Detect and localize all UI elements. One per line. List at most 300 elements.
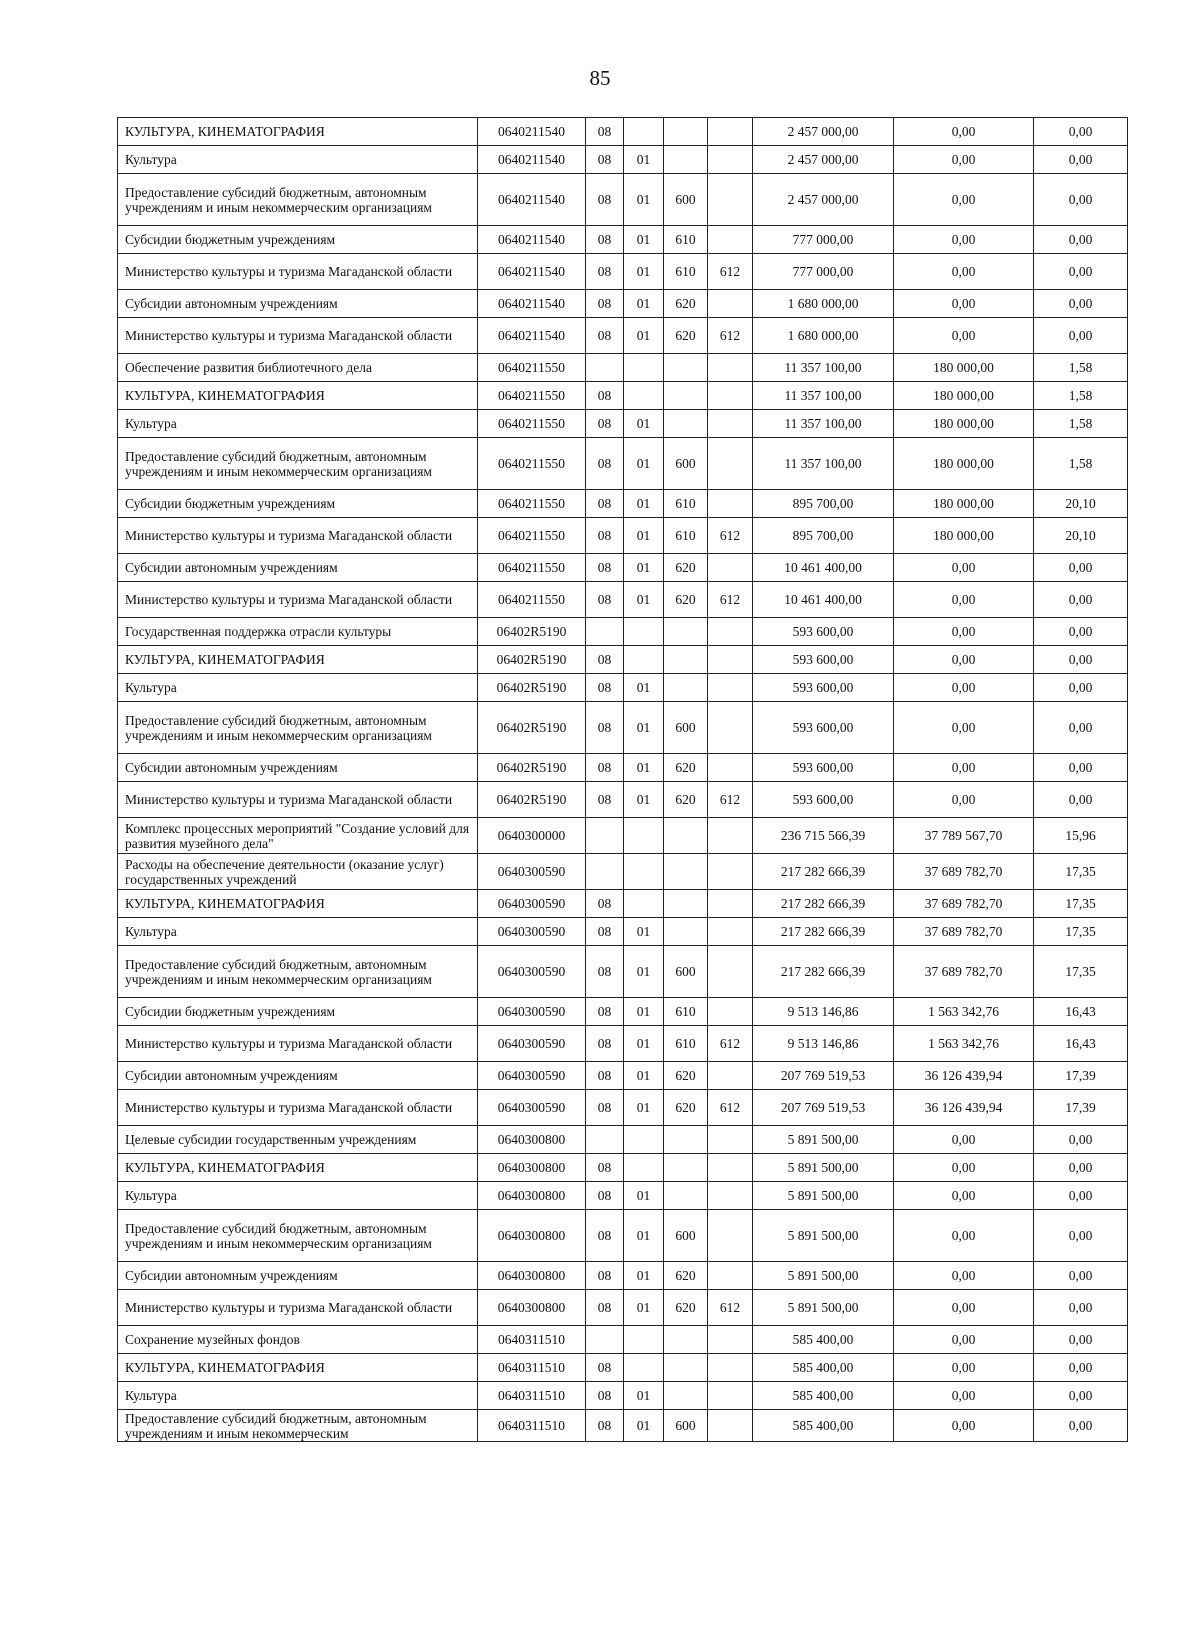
vr-code xyxy=(664,890,708,918)
vr-code: 620 xyxy=(664,1090,708,1126)
subsection-code: 01 xyxy=(624,410,664,438)
subsection-code: 01 xyxy=(624,998,664,1026)
section-code: 08 xyxy=(586,118,624,146)
plan-amount: 585 400,00 xyxy=(753,1354,894,1382)
table-row xyxy=(118,1326,1128,1354)
kcsr-code: 06402R5190 xyxy=(478,754,586,782)
executed-amount: 0,00 xyxy=(894,582,1034,618)
grbs-code xyxy=(708,118,753,146)
percent-executed: 17,35 xyxy=(1034,946,1128,998)
subsection-code: 01 xyxy=(624,318,664,354)
row-name: Культура xyxy=(118,1382,478,1410)
percent-executed: 0,00 xyxy=(1034,318,1128,354)
plan-amount: 777 000,00 xyxy=(753,226,894,254)
executed-amount: 180 000,00 xyxy=(894,518,1034,554)
executed-amount: 0,00 xyxy=(894,254,1034,290)
vr-code: 620 xyxy=(664,1290,708,1326)
section-code: 08 xyxy=(586,226,624,254)
section-code: 08 xyxy=(586,554,624,582)
percent-executed: 1,58 xyxy=(1034,410,1128,438)
subsection-code xyxy=(624,354,664,382)
plan-amount: 5 891 500,00 xyxy=(753,1290,894,1326)
section-code: 08 xyxy=(586,782,624,818)
plan-amount: 217 282 666,39 xyxy=(753,946,894,998)
executed-amount: 0,00 xyxy=(894,1290,1034,1326)
percent-executed: 0,00 xyxy=(1034,782,1128,818)
executed-amount: 180 000,00 xyxy=(894,354,1034,382)
vr-code: 620 xyxy=(664,1062,708,1090)
executed-amount: 37 689 782,70 xyxy=(894,918,1034,946)
plan-amount: 207 769 519,53 xyxy=(753,1090,894,1126)
vr-code xyxy=(664,854,708,890)
vr-code xyxy=(664,354,708,382)
plan-amount: 593 600,00 xyxy=(753,646,894,674)
row-name: Расходы на обеспечение деятельности (оказание услуг) государственных учреждений xyxy=(118,854,478,890)
plan-amount: 1 680 000,00 xyxy=(753,318,894,354)
percent-executed: 20,10 xyxy=(1034,518,1128,554)
grbs-code xyxy=(708,918,753,946)
table-row xyxy=(118,382,1128,410)
grbs-code xyxy=(708,438,753,490)
percent-executed: 0,00 xyxy=(1034,1382,1128,1410)
grbs-code xyxy=(708,1354,753,1382)
grbs-code xyxy=(708,1410,753,1442)
section-code: 08 xyxy=(586,1290,624,1326)
executed-amount: 0,00 xyxy=(894,754,1034,782)
plan-amount: 585 400,00 xyxy=(753,1326,894,1354)
kcsr-code: 0640300590 xyxy=(478,998,586,1026)
section-code: 08 xyxy=(586,438,624,490)
section-code: 08 xyxy=(586,1262,624,1290)
grbs-code xyxy=(708,1382,753,1410)
percent-executed: 17,35 xyxy=(1034,918,1128,946)
percent-executed: 17,35 xyxy=(1034,890,1128,918)
subsection-code xyxy=(624,1126,664,1154)
percent-executed: 17,39 xyxy=(1034,1062,1128,1090)
vr-code: 600 xyxy=(664,702,708,754)
grbs-code xyxy=(708,290,753,318)
kcsr-code: 0640211540 xyxy=(478,318,586,354)
page-number: 85 xyxy=(589,66,611,90)
row-name: Субсидии бюджетным учреждениям xyxy=(118,490,478,518)
row-name: Целевые субсидии государственным учреждениям xyxy=(118,1126,478,1154)
subsection-code: 01 xyxy=(624,146,664,174)
section-code: 08 xyxy=(586,382,624,410)
grbs-code xyxy=(708,1062,753,1090)
plan-amount: 593 600,00 xyxy=(753,754,894,782)
subsection-code xyxy=(624,1326,664,1354)
section-code: 08 xyxy=(586,490,624,518)
executed-amount: 0,00 xyxy=(894,1326,1034,1354)
kcsr-code: 06402R5190 xyxy=(478,702,586,754)
executed-amount: 0,00 xyxy=(894,1382,1034,1410)
grbs-code xyxy=(708,754,753,782)
table-row xyxy=(118,1382,1128,1410)
vr-code: 620 xyxy=(664,782,708,818)
plan-amount: 5 891 500,00 xyxy=(753,1182,894,1210)
executed-amount: 0,00 xyxy=(894,1410,1034,1442)
table-row xyxy=(118,1210,1128,1262)
grbs-code xyxy=(708,946,753,998)
grbs-code xyxy=(708,354,753,382)
plan-amount: 5 891 500,00 xyxy=(753,1126,894,1154)
grbs-code: 612 xyxy=(708,518,753,554)
subsection-code: 01 xyxy=(624,1090,664,1126)
percent-executed: 0,00 xyxy=(1034,290,1128,318)
row-name: Министерство культуры и туризма Магаданской области xyxy=(118,1026,478,1062)
row-name: Культура xyxy=(118,146,478,174)
table-row xyxy=(118,618,1128,646)
grbs-code xyxy=(708,1182,753,1210)
kcsr-code: 0640211540 xyxy=(478,254,586,290)
executed-amount: 180 000,00 xyxy=(894,490,1034,518)
subsection-code: 01 xyxy=(624,554,664,582)
vr-code xyxy=(664,1154,708,1182)
section-code: 08 xyxy=(586,754,624,782)
subsection-code xyxy=(624,1154,664,1182)
vr-code xyxy=(664,1382,708,1410)
subsection-code xyxy=(624,1354,664,1382)
executed-amount: 0,00 xyxy=(894,674,1034,702)
plan-amount: 2 457 000,00 xyxy=(753,146,894,174)
section-code: 08 xyxy=(586,290,624,318)
executed-amount: 0,00 xyxy=(894,318,1034,354)
executed-amount: 180 000,00 xyxy=(894,438,1034,490)
grbs-code xyxy=(708,674,753,702)
grbs-code xyxy=(708,618,753,646)
section-code xyxy=(586,818,624,854)
grbs-code xyxy=(708,490,753,518)
table-row xyxy=(118,518,1128,554)
executed-amount: 0,00 xyxy=(894,782,1034,818)
vr-code xyxy=(664,618,708,646)
kcsr-code: 0640211550 xyxy=(478,410,586,438)
plan-amount: 217 282 666,39 xyxy=(753,890,894,918)
table-row xyxy=(118,854,1128,890)
vr-code: 600 xyxy=(664,1410,708,1442)
kcsr-code: 0640300800 xyxy=(478,1290,586,1326)
grbs-code xyxy=(708,554,753,582)
vr-code xyxy=(664,146,708,174)
subsection-code xyxy=(624,854,664,890)
executed-amount: 0,00 xyxy=(894,1210,1034,1262)
table-row xyxy=(118,1262,1128,1290)
kcsr-code: 0640311510 xyxy=(478,1326,586,1354)
table-row xyxy=(118,674,1128,702)
executed-amount: 180 000,00 xyxy=(894,382,1034,410)
plan-amount: 593 600,00 xyxy=(753,782,894,818)
kcsr-code: 0640211540 xyxy=(478,146,586,174)
grbs-code xyxy=(708,998,753,1026)
grbs-code: 612 xyxy=(708,1026,753,1062)
vr-code: 620 xyxy=(664,1262,708,1290)
table-row xyxy=(118,438,1128,490)
grbs-code xyxy=(708,146,753,174)
plan-amount: 5 891 500,00 xyxy=(753,1262,894,1290)
table-row xyxy=(118,782,1128,818)
subsection-code: 01 xyxy=(624,226,664,254)
table-row xyxy=(118,1062,1128,1090)
subsection-code: 01 xyxy=(624,174,664,226)
section-code xyxy=(586,354,624,382)
executed-amount: 37 789 567,70 xyxy=(894,818,1034,854)
executed-amount: 36 126 439,94 xyxy=(894,1062,1034,1090)
section-code: 08 xyxy=(586,1154,624,1182)
percent-executed: 0,00 xyxy=(1034,1290,1128,1326)
executed-amount: 0,00 xyxy=(894,174,1034,226)
subsection-code: 01 xyxy=(624,1210,664,1262)
kcsr-code: 0640211550 xyxy=(478,518,586,554)
subsection-code: 01 xyxy=(624,254,664,290)
table-row xyxy=(118,1090,1128,1126)
kcsr-code: 0640311510 xyxy=(478,1382,586,1410)
executed-amount: 0,00 xyxy=(894,1262,1034,1290)
row-name: КУЛЬТУРА, КИНЕМАТОГРАФИЯ xyxy=(118,382,478,410)
vr-code xyxy=(664,918,708,946)
row-name: Предоставление субсидий бюджетным, автономным учреждениям и иным некоммерческим организациям xyxy=(118,438,478,490)
percent-executed: 0,00 xyxy=(1034,554,1128,582)
subsection-code xyxy=(624,646,664,674)
plan-amount: 585 400,00 xyxy=(753,1382,894,1410)
row-name: Культура xyxy=(118,410,478,438)
row-name: Предоставление субсидий бюджетным, автономным учреждениям и иным некоммерческим организациям xyxy=(118,946,478,998)
kcsr-code: 0640300800 xyxy=(478,1262,586,1290)
kcsr-code: 0640300800 xyxy=(478,1210,586,1262)
executed-amount: 180 000,00 xyxy=(894,410,1034,438)
grbs-code xyxy=(708,226,753,254)
plan-amount: 10 461 400,00 xyxy=(753,582,894,618)
executed-amount: 0,00 xyxy=(894,290,1034,318)
vr-code xyxy=(664,674,708,702)
plan-amount: 11 357 100,00 xyxy=(753,382,894,410)
table-row xyxy=(118,1354,1128,1382)
percent-executed: 0,00 xyxy=(1034,118,1128,146)
subsection-code: 01 xyxy=(624,946,664,998)
kcsr-code: 06402R5190 xyxy=(478,674,586,702)
row-name: Министерство культуры и туризма Магаданской области xyxy=(118,254,478,290)
kcsr-code: 06402R5190 xyxy=(478,782,586,818)
subsection-code: 01 xyxy=(624,582,664,618)
vr-code: 620 xyxy=(664,318,708,354)
section-code: 08 xyxy=(586,582,624,618)
table-row xyxy=(118,410,1128,438)
table-row xyxy=(118,818,1128,854)
kcsr-code: 0640211550 xyxy=(478,354,586,382)
grbs-code xyxy=(708,1326,753,1354)
plan-amount: 11 357 100,00 xyxy=(753,354,894,382)
section-code: 08 xyxy=(586,518,624,554)
kcsr-code: 0640311510 xyxy=(478,1354,586,1382)
section-code xyxy=(586,854,624,890)
kcsr-code: 0640300800 xyxy=(478,1126,586,1154)
section-code: 08 xyxy=(586,890,624,918)
grbs-code xyxy=(708,818,753,854)
grbs-code: 612 xyxy=(708,582,753,618)
budget-table xyxy=(117,117,1128,1442)
percent-executed: 0,00 xyxy=(1034,174,1128,226)
percent-executed: 0,00 xyxy=(1034,618,1128,646)
row-name: Субсидии автономным учреждениям xyxy=(118,1062,478,1090)
vr-code xyxy=(664,410,708,438)
subsection-code: 01 xyxy=(624,702,664,754)
section-code: 08 xyxy=(586,702,624,754)
vr-code: 620 xyxy=(664,754,708,782)
percent-executed: 0,00 xyxy=(1034,646,1128,674)
plan-amount: 11 357 100,00 xyxy=(753,438,894,490)
subsection-code xyxy=(624,618,664,646)
grbs-code xyxy=(708,1154,753,1182)
subsection-code: 01 xyxy=(624,290,664,318)
row-name: КУЛЬТУРА, КИНЕМАТОГРАФИЯ xyxy=(118,890,478,918)
table-row xyxy=(118,998,1128,1026)
row-name: Министерство культуры и туризма Магаданской области xyxy=(118,582,478,618)
table-row xyxy=(118,318,1128,354)
vr-code: 600 xyxy=(664,1210,708,1262)
percent-executed: 0,00 xyxy=(1034,582,1128,618)
subsection-code xyxy=(624,382,664,410)
table-row xyxy=(118,754,1128,782)
plan-amount: 10 461 400,00 xyxy=(753,554,894,582)
grbs-code xyxy=(708,1262,753,1290)
section-code: 08 xyxy=(586,1026,624,1062)
percent-executed: 20,10 xyxy=(1034,490,1128,518)
grbs-code: 612 xyxy=(708,1090,753,1126)
kcsr-code: 0640211550 xyxy=(478,438,586,490)
kcsr-code: 0640300590 xyxy=(478,1090,586,1126)
row-name: Министерство культуры и туризма Магаданской области xyxy=(118,1090,478,1126)
kcsr-code: 0640300590 xyxy=(478,918,586,946)
subsection-code: 01 xyxy=(624,782,664,818)
subsection-code: 01 xyxy=(624,1062,664,1090)
percent-executed: 16,43 xyxy=(1034,1026,1128,1062)
percent-executed: 1,58 xyxy=(1034,354,1128,382)
section-code xyxy=(586,1126,624,1154)
row-name: КУЛЬТУРА, КИНЕМАТОГРАФИЯ xyxy=(118,118,478,146)
percent-executed: 0,00 xyxy=(1034,1262,1128,1290)
grbs-code xyxy=(708,702,753,754)
vr-code: 620 xyxy=(664,582,708,618)
subsection-code: 01 xyxy=(624,1182,664,1210)
row-name: Обеспечение развития библиотечного дела xyxy=(118,354,478,382)
plan-amount: 593 600,00 xyxy=(753,618,894,646)
executed-amount: 1 563 342,76 xyxy=(894,998,1034,1026)
row-name: Предоставление субсидий бюджетным, автономным учреждениям и иным некоммерческим организациям xyxy=(118,1210,478,1262)
grbs-code: 612 xyxy=(708,318,753,354)
kcsr-code: 0640300590 xyxy=(478,854,586,890)
plan-amount: 9 513 146,86 xyxy=(753,998,894,1026)
kcsr-code: 0640311510 xyxy=(478,1410,586,1442)
table-row xyxy=(118,1154,1128,1182)
table-row xyxy=(118,1290,1128,1326)
row-name: Предоставление субсидий бюджетным, автономным учреждениям и иным некоммерческим xyxy=(118,1410,478,1442)
plan-amount: 593 600,00 xyxy=(753,674,894,702)
grbs-code xyxy=(708,1126,753,1154)
subsection-code: 01 xyxy=(624,674,664,702)
table-row xyxy=(118,174,1128,226)
percent-executed: 0,00 xyxy=(1034,1210,1128,1262)
percent-executed: 0,00 xyxy=(1034,1410,1128,1442)
row-name: Субсидии автономным учреждениям xyxy=(118,1262,478,1290)
row-name: Субсидии автономным учреждениям xyxy=(118,754,478,782)
plan-amount: 585 400,00 xyxy=(753,1410,894,1442)
plan-amount: 5 891 500,00 xyxy=(753,1210,894,1262)
plan-amount: 895 700,00 xyxy=(753,518,894,554)
row-name: Субсидии бюджетным учреждениям xyxy=(118,998,478,1026)
vr-code xyxy=(664,1182,708,1210)
vr-code xyxy=(664,382,708,410)
grbs-code xyxy=(708,382,753,410)
executed-amount: 0,00 xyxy=(894,1126,1034,1154)
executed-amount: 0,00 xyxy=(894,618,1034,646)
executed-amount: 36 126 439,94 xyxy=(894,1090,1034,1126)
executed-amount: 37 689 782,70 xyxy=(894,854,1034,890)
subsection-code xyxy=(624,890,664,918)
grbs-code xyxy=(708,890,753,918)
row-name: Министерство культуры и туризма Магаданской области xyxy=(118,1290,478,1326)
kcsr-code: 06402R5190 xyxy=(478,646,586,674)
row-name: Субсидии автономным учреждениям xyxy=(118,290,478,318)
table-row xyxy=(118,1126,1128,1154)
plan-amount: 217 282 666,39 xyxy=(753,854,894,890)
section-code: 08 xyxy=(586,946,624,998)
kcsr-code: 0640300590 xyxy=(478,946,586,998)
percent-executed: 16,43 xyxy=(1034,998,1128,1026)
row-name: Министерство культуры и туризма Магаданской области xyxy=(118,782,478,818)
section-code: 08 xyxy=(586,918,624,946)
section-code: 08 xyxy=(586,410,624,438)
section-code: 08 xyxy=(586,1410,624,1442)
percent-executed: 0,00 xyxy=(1034,1182,1128,1210)
executed-amount: 1 563 342,76 xyxy=(894,1026,1034,1062)
section-code xyxy=(586,618,624,646)
vr-code xyxy=(664,1326,708,1354)
subsection-code: 01 xyxy=(624,1382,664,1410)
grbs-code: 612 xyxy=(708,1290,753,1326)
percent-executed: 0,00 xyxy=(1034,754,1128,782)
percent-executed: 15,96 xyxy=(1034,818,1128,854)
kcsr-code: 0640211540 xyxy=(478,174,586,226)
grbs-code xyxy=(708,646,753,674)
executed-amount: 0,00 xyxy=(894,1354,1034,1382)
vr-code: 600 xyxy=(664,438,708,490)
table-row xyxy=(118,702,1128,754)
grbs-code: 612 xyxy=(708,254,753,290)
table-row xyxy=(118,946,1128,998)
section-code: 08 xyxy=(586,174,624,226)
kcsr-code: 0640211540 xyxy=(478,226,586,254)
subsection-code: 01 xyxy=(624,438,664,490)
table-row xyxy=(118,290,1128,318)
vr-code: 610 xyxy=(664,490,708,518)
vr-code: 610 xyxy=(664,226,708,254)
table-row xyxy=(118,890,1128,918)
vr-code xyxy=(664,118,708,146)
kcsr-code: 0640211550 xyxy=(478,582,586,618)
plan-amount: 9 513 146,86 xyxy=(753,1026,894,1062)
table-row xyxy=(118,918,1128,946)
table-row xyxy=(118,118,1128,146)
section-code xyxy=(586,1326,624,1354)
plan-amount: 895 700,00 xyxy=(753,490,894,518)
executed-amount: 37 689 782,70 xyxy=(894,890,1034,918)
row-name: Субсидии автономным учреждениям xyxy=(118,554,478,582)
executed-amount: 0,00 xyxy=(894,226,1034,254)
row-name: Предоставление субсидий бюджетным, автономным учреждениям и иным некоммерческим организациям xyxy=(118,702,478,754)
plan-amount: 2 457 000,00 xyxy=(753,174,894,226)
kcsr-code: 0640211550 xyxy=(478,382,586,410)
percent-executed: 0,00 xyxy=(1034,226,1128,254)
percent-executed: 0,00 xyxy=(1034,1354,1128,1382)
